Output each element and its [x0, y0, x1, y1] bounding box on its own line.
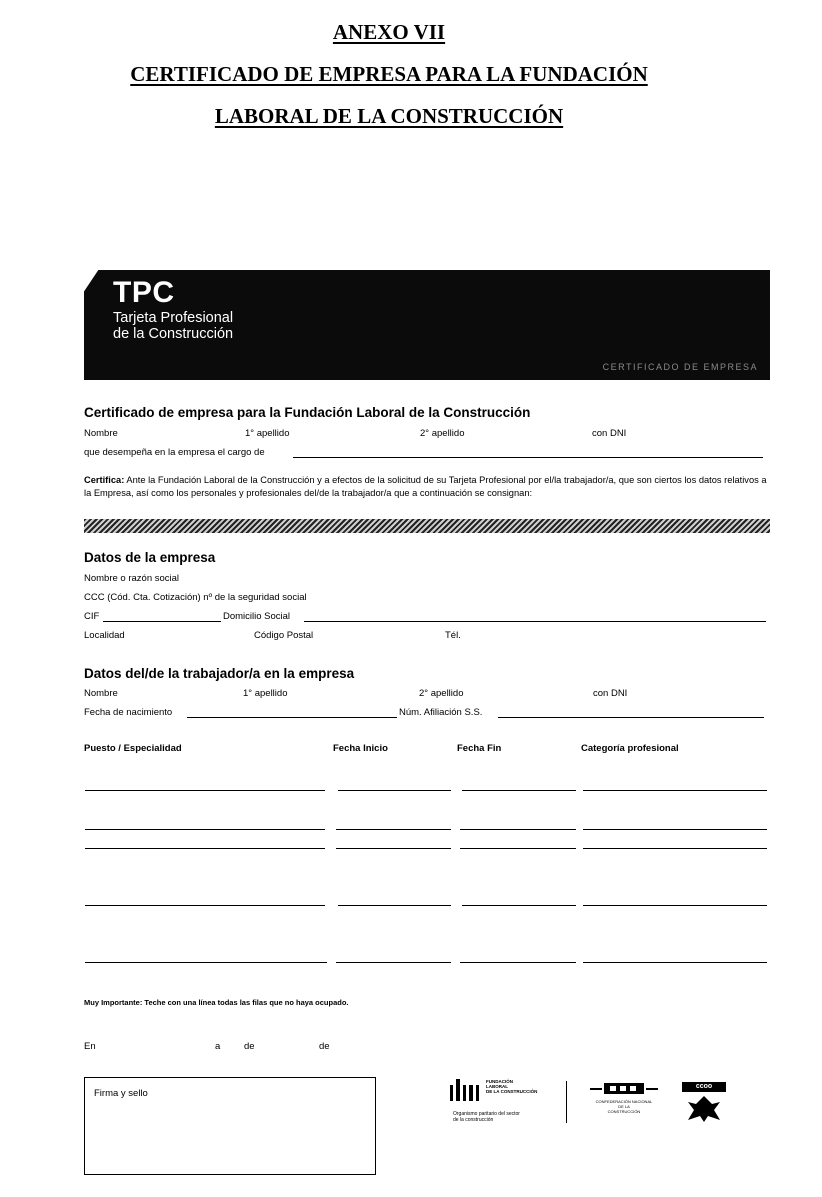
cif-field[interactable]	[103, 621, 221, 622]
hatched-separator	[84, 519, 770, 533]
banner-tag: CERTIFICADO DE EMPRESA	[602, 362, 758, 372]
col-puesto: Puesto / Especialidad	[84, 743, 182, 754]
label-trab-dni: con DNI	[593, 688, 628, 699]
label-apellido1: 1° apellido	[245, 428, 290, 439]
label-ccc: CCC (Cód. Cta. Cotización) nº de la seguridad social	[84, 592, 307, 603]
label-apellido2: 2° apellido	[420, 428, 465, 439]
domicilio-field[interactable]	[304, 621, 766, 622]
row2b-puesto[interactable]	[85, 848, 325, 849]
document-title-line1: CERTIFICADO DE EMPRESA PARA LA FUNDACIÓN	[130, 62, 648, 86]
row1-inicio[interactable]	[338, 790, 451, 791]
tpc-subtitle: Tarjeta Profesional de la Construcción	[113, 310, 234, 342]
label-de1: de	[244, 1041, 255, 1052]
document-title-line2: LABORAL DE LA CONSTRUCCIÓN	[214, 104, 564, 128]
logo-divider	[566, 1081, 567, 1123]
row2-fin[interactable]	[460, 829, 576, 830]
row2b-categoria[interactable]	[583, 848, 767, 849]
label-trab-apellido1: 1° apellido	[243, 688, 288, 699]
row1-puesto[interactable]	[85, 790, 325, 791]
row2-inicio[interactable]	[336, 829, 451, 830]
signature-box[interactable]	[84, 1077, 376, 1175]
ccoo-logo-text: ccoo	[682, 1082, 726, 1092]
important-note: Muy Importante: Teche con una línea todas las filas que no haya ocupado.	[84, 998, 349, 1007]
certifica-text: Ante la Fundación Laboral de la Construcción y a efectos de la solicitud de su Tarjeta Profesional por el/la trabajador/a, que son ciertos los datos relativos a la Empresa, así como los personales y profesionales del/de la trabajador/a que a continuación se consignan:	[84, 475, 767, 498]
col-fecha-fin: Fecha Fin	[457, 743, 502, 754]
label-codigo-postal: Código Postal	[254, 630, 314, 641]
fundacion-caption: Organismo paritario del sector de la construcción	[453, 1111, 520, 1123]
row4-categoria[interactable]	[583, 962, 767, 963]
banner-notch	[83, 269, 99, 293]
row4-puesto[interactable]	[85, 962, 327, 963]
label-localidad: Localidad	[84, 630, 125, 641]
fundacion-laboral-logo	[450, 1079, 538, 1123]
row2b-inicio[interactable]	[336, 848, 451, 849]
label-nombre: Nombre	[84, 428, 118, 439]
row1-fin[interactable]	[462, 790, 576, 791]
col-categoria: Categoría profesional	[581, 743, 679, 754]
label-trab-apellido2: 2° apellido	[419, 688, 464, 699]
cargo-field[interactable]	[293, 457, 763, 458]
tpc-logo: TPC	[113, 276, 175, 309]
trabajador-heading: Datos del/de la trabajador/a en la empresa	[84, 666, 355, 681]
row4-inicio[interactable]	[336, 962, 451, 963]
label-dni: con DNI	[592, 428, 627, 439]
label-domicilio: Domicilio Social	[223, 611, 291, 622]
annex-title: ANEXO VII	[332, 20, 446, 44]
label-tel: Tél.	[445, 630, 461, 641]
label-fecha-nacimiento: Fecha de nacimiento	[84, 707, 173, 718]
label-cargo: que desempeña en la empresa el cargo de	[84, 447, 265, 458]
cnc-logo	[590, 1082, 658, 1114]
label-afiliacion: Núm. Afiliación S.S.	[399, 707, 483, 718]
label-razon-social: Nombre o razón social	[84, 573, 180, 584]
label-trab-nombre: Nombre	[84, 688, 118, 699]
ccoo-emblem-icon	[682, 1094, 726, 1124]
row3-fin[interactable]	[462, 905, 576, 906]
fundacion-logo-text: FUNDACIÓN LABORAL DE LA CONSTRUCCIÓN	[486, 1079, 538, 1094]
row4-fin[interactable]	[460, 962, 576, 963]
certifica-label: Certifica:	[84, 475, 125, 485]
tpc-banner	[84, 270, 770, 380]
row2-puesto[interactable]	[85, 829, 325, 830]
certifica-paragraph	[84, 474, 774, 500]
row1-categoria[interactable]	[583, 790, 767, 791]
afiliacion-field[interactable]	[498, 717, 764, 718]
row3-puesto[interactable]	[85, 905, 325, 906]
label-de2: de	[319, 1041, 330, 1052]
certificate-heading: Certificado de empresa para la Fundación Laboral de la Construcción	[84, 405, 531, 420]
firma-label: Firma y sello	[94, 1088, 148, 1099]
row2-categoria[interactable]	[583, 829, 767, 830]
row3-inicio[interactable]	[338, 905, 451, 906]
fundacion-bars-icon	[450, 1079, 482, 1101]
row3-categoria[interactable]	[583, 905, 767, 906]
fecha-nacimiento-field[interactable]	[187, 717, 397, 718]
row2b-fin[interactable]	[460, 848, 576, 849]
empresa-heading: Datos de la empresa	[84, 550, 216, 565]
label-a: a	[215, 1041, 221, 1052]
cnc-emblem-icon	[590, 1082, 658, 1096]
label-cif: CIF	[84, 611, 100, 622]
label-en: En	[84, 1041, 96, 1052]
col-fecha-inicio: Fecha Inicio	[333, 743, 388, 754]
cnc-caption: CONFEDERACIÓN NACIONAL DE LA CONSTRUCCIÓN	[595, 1099, 653, 1114]
